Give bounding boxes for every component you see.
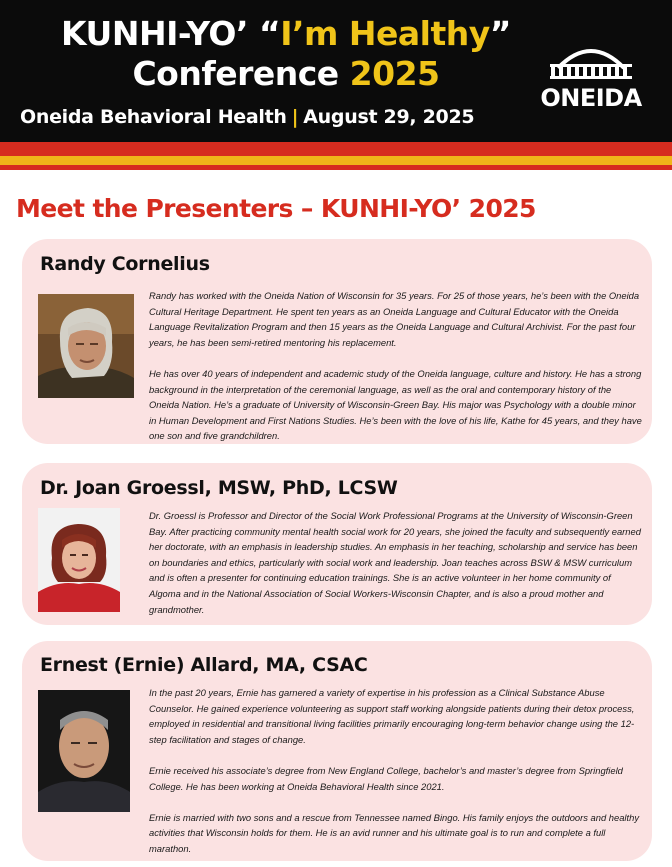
event-subtitle [20,106,474,128]
oneida-arch-logo-icon [536,38,646,84]
presenter-bio [149,288,644,444]
presenter-name: Randy Cornelius [40,253,210,275]
conference-title-line2: Conference 2025 [132,54,440,93]
oneida-logo [536,38,646,112]
separator: | [291,106,299,128]
presenter-card-randy-cornelius [22,239,652,444]
section-title: Meet the Presenters – KUNHI-YO’ 2025 [16,194,536,223]
red-stripe [0,142,672,156]
event-date: August 29, 2025 [303,106,475,128]
bio-paragraph: Randy has worked with the Oneida Nation of Wisconsin for 35 years. For 25 of those years, he’s been with the Oneida Cultural Heritage Department. He spent ten years as an Oneida Language and Cultural Educator with the Oneida Language Revitalization Program and then 15 years as the Oneida Language and Cultural Archivist. For the past four years, he has been semi-retired mentoring his replacement. [149,290,640,348]
logo-wordmark: ONEIDA [540,84,642,112]
title-highlight: I’m Healthy [280,14,490,53]
bio-paragraph: He has over 40 years of independent and academic study of the Oneida language, culture and history. He has a strong background in the interpretation of the ceremonial language, as well as the oral and contemporary history of the Oneida Nation. He’s a graduate of University of Wisconsin-Green Bay. His major was Psychology with a double minor in Human Development and First Nations Studies. He’s been with the love of his life, Kathe for 45 years, and they have one son and five grandchildren. [149,367,642,442]
presenter-card-ernest-allard [22,641,652,861]
presenter-bio [149,685,644,857]
presenter-photo-randy [38,294,134,398]
presenter-name: Ernest (Ernie) Allard, MA, CSAC [40,654,368,676]
presenter-name: Dr. Joan Groessl, MSW, PhD, LCSW [40,477,398,499]
presenter-photo-ernie [38,690,130,812]
conference-year: 2025 [349,54,440,93]
red-stripe-thin [0,165,672,170]
presenter-photo-joan [38,508,120,612]
bio-paragraph: Dr. Groessl is Professor and Director of the Social Work Professional Programs at the University of Wisconsin-Green Bay. After practicing community mental health social work for 20 years, she joined the faculty and subsequently earned her doctorate, with an emphasis in leadership studies. An emphasis in her teaching, scholarship and service has been on boundaries and ethics, particularly with social work and leadership. Joan teaches across BSW & MSW curriculum and is often a presenter for continuing education trainings. She is an active volunteer in her home community of Algoma and in the National Association of Social Workers-Wisconsin Chapter, and is also a proud mother and grandmother. [149,510,641,615]
header-banner [0,0,672,142]
bio-paragraph: Ernie received his associate’s degree from New England College, bachelor’s and master’s degree from Springfield College. He has been working at Oneida Behavioral Health since 2021. [149,764,623,792]
bio-paragraph: Ernie is married with two sons and a rescue from Tennessee named Bingo. His family enjoys the outdoors and healthy activities that Wisconsin holds for them. He is an avid runner and his ultimate goal is to run and complete a full marathon. [149,811,640,854]
conference-title: KUNHI-YO’ “I’m Healthy” [61,14,511,53]
presenter-bio [149,508,644,617]
presenter-card-joan-groessl [22,463,652,625]
organization-name: Oneida Behavioral Health [20,106,287,128]
gold-stripe [0,156,672,165]
bio-paragraph: In the past 20 years, Ernie has garnered a variety of expertise in his profession as a Clinical Substance Abuse Counselor. He gained experience volunteering as support staff working alongside patients during their detox process, employed in residential and transitional living facilities primarily encouraging long-term behavior change using the 12-step facilitation and stages of change. [149,687,635,745]
